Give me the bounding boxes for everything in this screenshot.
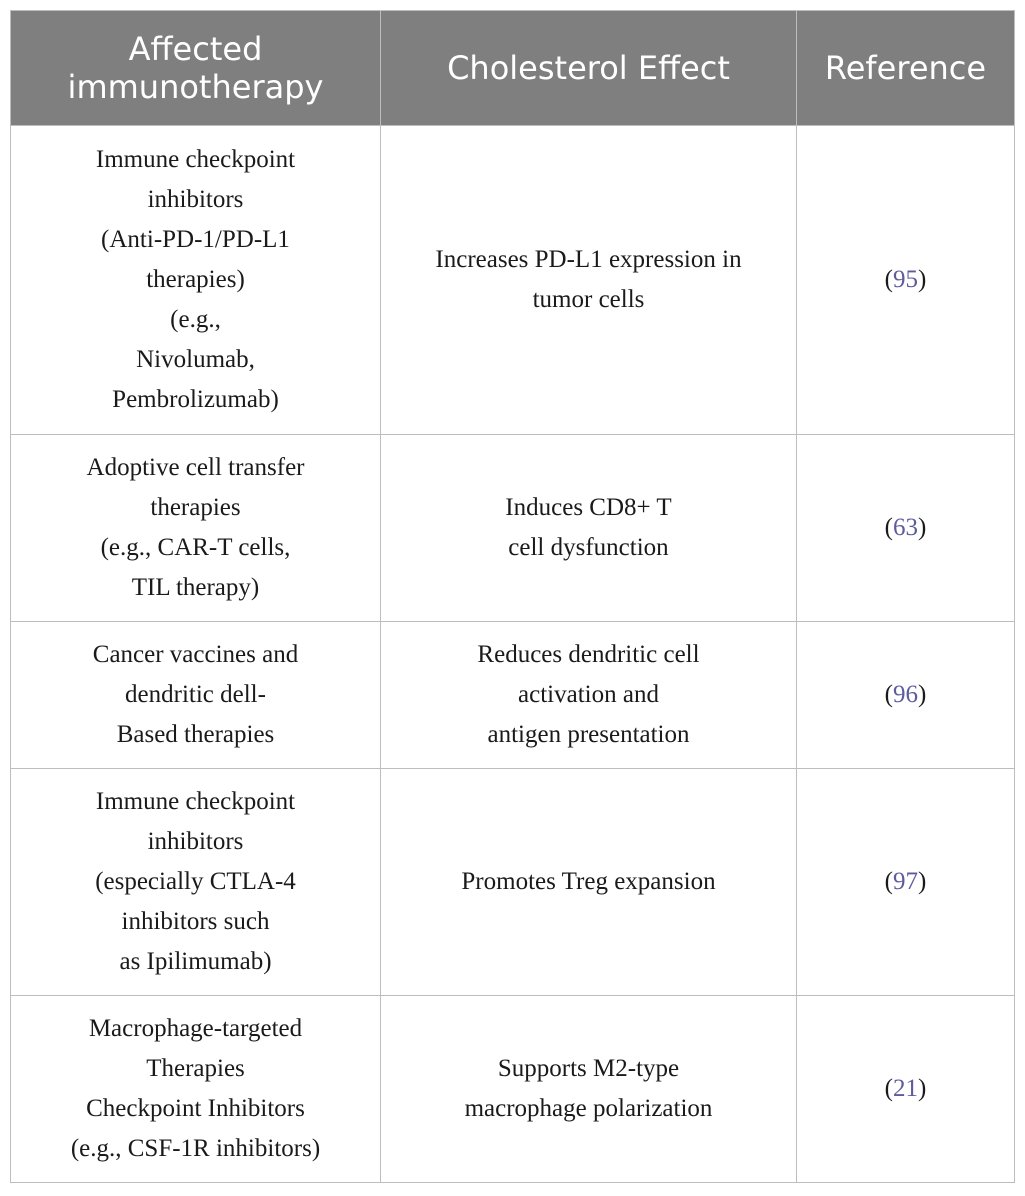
effect-line: Reduces dendritic cell (477, 641, 700, 668)
header-affected-immunotherapy (11, 11, 381, 126)
effect-cell (381, 996, 797, 1183)
reference-cell (797, 996, 1015, 1183)
effect-line: macrophage polarization (464, 1095, 713, 1122)
table-row (11, 996, 1015, 1183)
reference-close-paren: ) (918, 266, 927, 293)
effect-line: Supports M2-type (497, 1055, 680, 1082)
therapy-line: Checkpoint Inhibitors (86, 1095, 305, 1122)
therapy-line: Macrophage-targeted (88, 1015, 303, 1042)
therapy-line: inhibitors (147, 186, 244, 213)
effect-cell (381, 622, 797, 769)
therapy-line: (especially CTLA-4 (95, 868, 296, 895)
reference-open-paren: ( (884, 266, 893, 293)
effect-line: Induces CD8+ T (505, 494, 672, 521)
reference-open-paren: ( (884, 514, 893, 541)
therapy-line: Therapies (146, 1055, 245, 1082)
table-header (11, 11, 1015, 126)
header-line: Affected (128, 30, 263, 68)
reference-open-paren: ( (884, 1075, 893, 1102)
reference-close-paren: ) (918, 868, 927, 895)
effect-line: tumor cells (532, 286, 645, 313)
therapy-cell (11, 435, 381, 622)
reference-close-paren: ) (918, 681, 927, 708)
therapy-line: Immune checkpoint (95, 788, 296, 815)
therapy-line: Nivolumab, (136, 346, 255, 373)
reference-link[interactable]: 21 (893, 1075, 918, 1102)
effect-line: antigen presentation (487, 721, 690, 748)
therapy-line: inhibitors (147, 828, 244, 855)
reference-cell (797, 435, 1015, 622)
table-row (11, 126, 1015, 435)
table-row (11, 769, 1015, 996)
reference-cell (797, 769, 1015, 996)
therapy-line: Based therapies (116, 721, 275, 748)
therapy-cell (11, 769, 381, 996)
header-row (11, 11, 1015, 126)
therapy-line: (Anti-PD-1/PD-L1 (101, 226, 290, 253)
reference-link[interactable]: 97 (893, 868, 918, 895)
effect-line: cell dysfunction (508, 534, 669, 561)
effect-cell (381, 769, 797, 996)
effect-line: activation and (518, 681, 659, 708)
therapy-cell (11, 126, 381, 435)
therapy-line: Immune checkpoint (95, 146, 296, 173)
therapy-line: (e.g., CAR-T cells, (100, 534, 291, 561)
table-body (11, 126, 1015, 1183)
therapy-line: (e.g., (170, 306, 221, 333)
reference-cell (797, 126, 1015, 435)
reference-close-paren: ) (918, 1075, 927, 1102)
table-row (11, 622, 1015, 769)
therapy-line: Adoptive cell transfer (86, 454, 305, 481)
reference-open-paren: ( (884, 681, 893, 708)
header-cholesterol-effect: Cholesterol Effect (381, 11, 797, 126)
therapy-line: Pembrolizumab) (112, 386, 279, 413)
effect-line: Promotes Treg expansion (461, 868, 716, 895)
therapy-cell (11, 622, 381, 769)
reference-link[interactable]: 63 (893, 514, 918, 541)
therapy-line: TIL therapy) (131, 574, 260, 601)
reference-open-paren: ( (884, 868, 893, 895)
header-line: immunotherapy (67, 68, 324, 106)
therapy-line: as Ipilimumab) (119, 948, 272, 975)
immunotherapy-cholesterol-table (10, 10, 1015, 1183)
effect-cell (381, 435, 797, 622)
reference-link[interactable]: 95 (893, 266, 918, 293)
therapy-line: therapies (150, 494, 241, 521)
therapy-line: inhibitors such (121, 908, 270, 935)
effect-line: Increases PD-L1 expression in (435, 246, 742, 273)
reference-close-paren: ) (918, 514, 927, 541)
therapy-line: (e.g., CSF-1R inhibitors) (70, 1135, 321, 1162)
effect-cell (381, 126, 797, 435)
reference-link[interactable]: 96 (893, 681, 918, 708)
header-reference: Reference (797, 11, 1015, 126)
therapy-cell (11, 996, 381, 1183)
table-row (11, 435, 1015, 622)
therapy-line: dendritic dell- (125, 681, 266, 708)
therapy-line: therapies) (146, 266, 245, 293)
reference-cell (797, 622, 1015, 769)
therapy-line: Cancer vaccines and (92, 641, 299, 668)
